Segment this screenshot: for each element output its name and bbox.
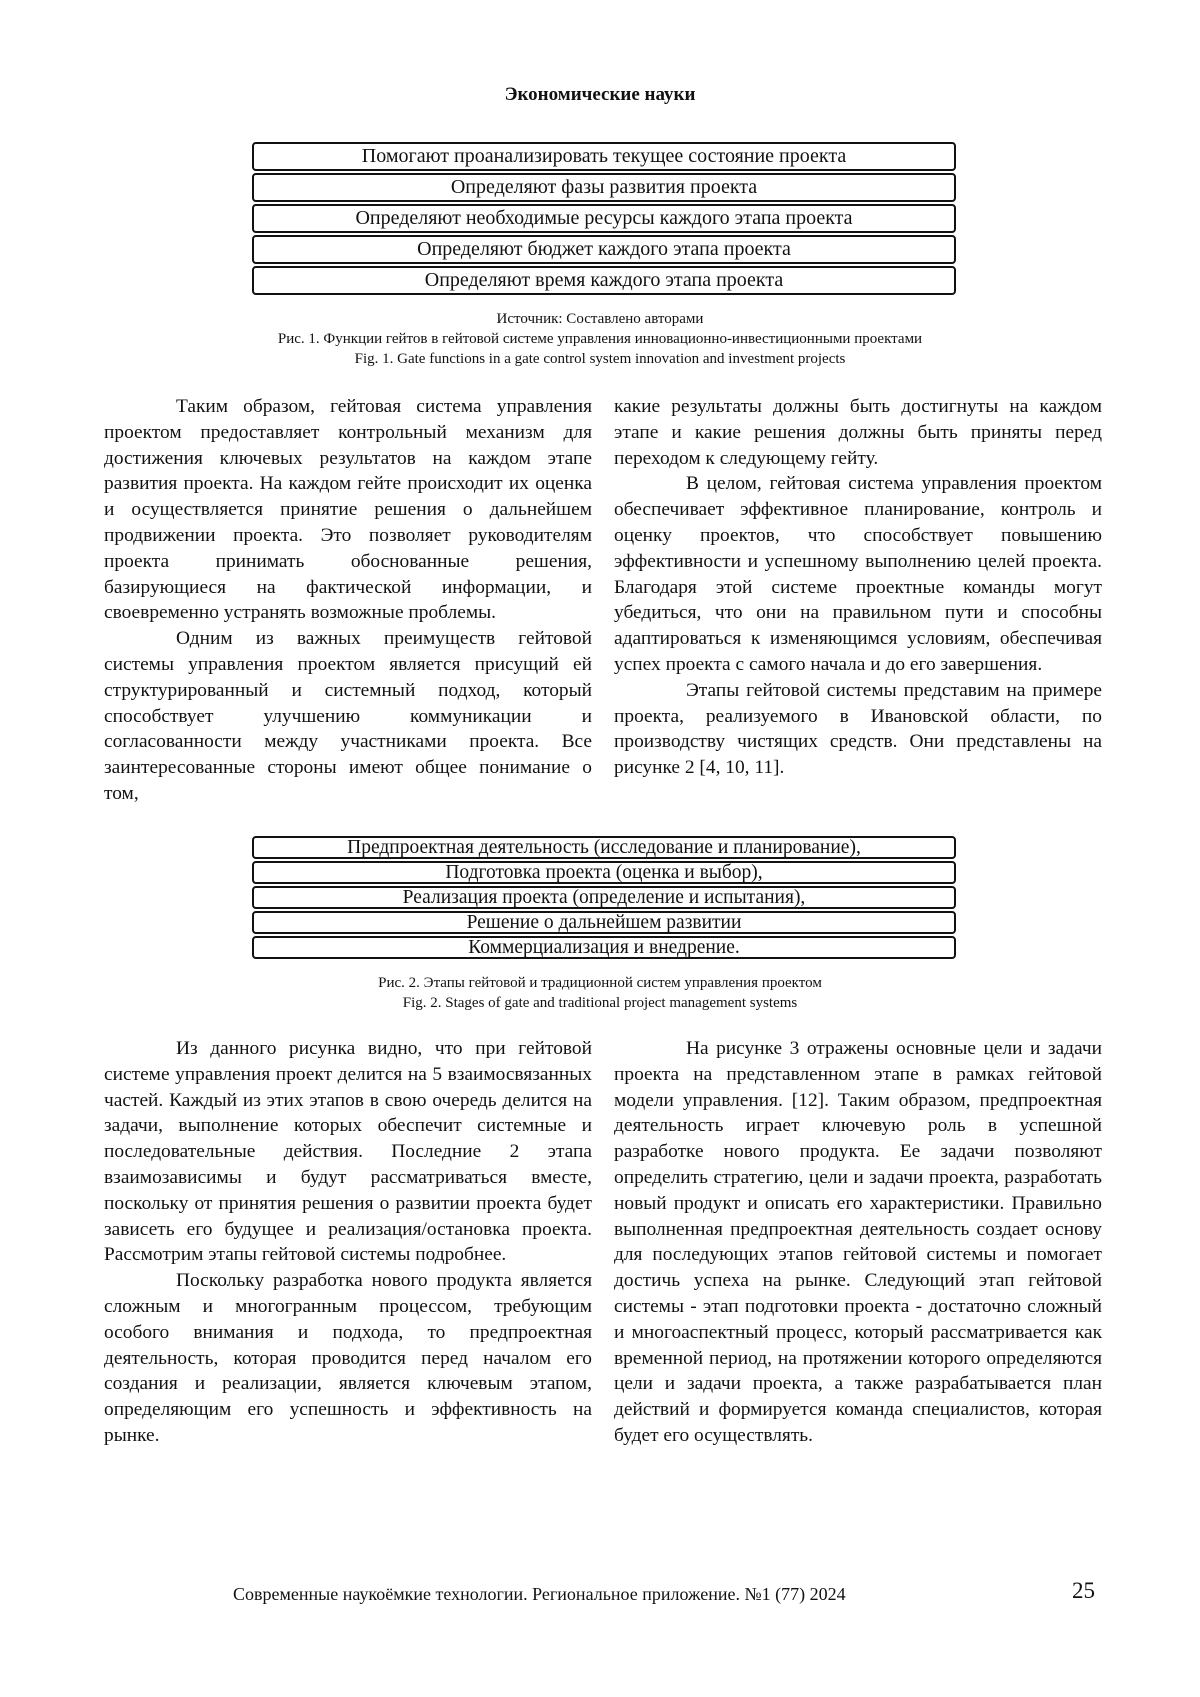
project-stage-box: Решение о дальнейшем развитии: [252, 911, 956, 934]
figure-2-diagram: [252, 836, 956, 961]
section-1-right-column: [614, 394, 1102, 781]
figure-2-caption-ru: Рис. 2. Этапы гейтовой и традиционной систем управления проектом: [378, 975, 822, 991]
gate-function-box: Определяют время каждого этапа проекта: [252, 266, 956, 295]
figure-2-caption-en: Fig. 2. Stages of gate and traditional project management systems: [402, 995, 798, 1011]
paragraph: На рисунке 3 отражены основные цели и задачи проекта на представленном этапе в рамках гейтовой модели управления. [12]. Таким образом, предпроектная деятельность играет ключевую роль в успешной разработке нового продукта. Ее задачи позволяют определить стратегию, цели и задачи проекта, разработать новый продукт и описать его характеристики. Правильно выполненная предпроектная деятельность создает основу для последующих этапов гейтовой системы и помогает достичь успеха на рынке. Следующий этап гейтовой системы - этап подготовки проекта - достаточно сложный и многоаспектный процесс, который рассматривается как временной период, на протяжении которого определяются цели и задачи проекта, а также разрабатывается план действий и формируется команда специалистов, которая будет его осуществлять.: [614, 1038, 1102, 1446]
figure-1-caption-en: Fig. 1. Gate functions in a gate control system innovation and investment projects: [354, 351, 846, 367]
paragraph: Из данного рисунка видно, что при гейтовой системе управления проект делится на 5 взаимосвязанных частей. Каждый из этих этапов в свою очередь делится на задачи, выполнение которых обеспечит системные и последовательные действия. Последние 2 этапа взаимозависимы и будут рассматриваться вместе, поскольку от принятия решения о развитии проекта будет зависеть его будущее и реализация/остановка проекта. Рассмотрим этапы гейтовой системы подробнее.: [104, 1038, 592, 1266]
paragraph: Таким образом, гейтовая система управления проектом предоставляет контрольный механизм для достижения ключевых результатов на каждом этапе развития проекта. На каждом гейте происходит их оценка и осуществляется принятие решения о дальнейшем продвижении проекта. Это позволяет руководителям проекта принимать обоснованные решения, базирующиеся на фактической информации, и своевременно устранять возможные проблемы.: [104, 396, 592, 624]
figure-1-caption-ru: Рис. 1. Функции гейтов в гейтовой системе управления инновационно-инвестиционными проектами: [277, 331, 923, 347]
gate-function-box: Определяют фазы развития проекта: [252, 173, 956, 202]
section-header: Экономические науки: [504, 84, 696, 105]
paragraph: какие результаты должны быть достигнуты на каждом этапе и какие решения должны быть приняты перед переходом к следующему гейту.: [614, 396, 1102, 469]
paragraph: Этапы гейтовой системы представим на примере проекта, реализуемого в Ивановской области, по производству чистящих средств. Они представлены на рисунке 2 [4, 10, 11].: [614, 679, 1102, 779]
project-stage-box: Подготовка проекта (оценка и выбор),: [252, 861, 956, 884]
section-1-left-column: [104, 394, 592, 807]
gate-function-box: Определяют необходимые ресурсы каждого этапа проекта: [252, 204, 956, 233]
section-2-right-column: [614, 1036, 1102, 1449]
project-stage-box: Предпроектная деятельность (исследование и планирование),: [252, 836, 956, 859]
figure-1-source: Источник: Составлено авторами: [496, 311, 704, 327]
gate-function-box: Определяют бюджет каждого этапа проекта: [252, 235, 956, 264]
page-number: 25: [1072, 1578, 1095, 1603]
figure-1-diagram: [252, 142, 956, 297]
paragraph: Поскольку разработка нового продукта является сложным и многогранным процессом, требующим особого внимания и подхода, то предпроектная деятельность, которая проводится перед началом его создания и реализации, является ключевым этапом, определяющим его успешность и эффективность на рынке.: [104, 1270, 592, 1446]
project-stage-box: Реализация проекта (определение и испытания),: [252, 886, 956, 909]
gate-function-box: Помогают проанализировать текущее состояние проекта: [252, 142, 956, 171]
paragraph: Одним из важных преимуществ гейтовой системы управления проектом является присущий ей структурированный и системный подход, который способствует улучшению коммуникации и согласованности между участниками проекта. Все заинтересованные стороны имеют общее понимание о том,: [104, 628, 592, 804]
paragraph: В целом, гейтовая система управления проектом обеспечивает эффективное планирование, контроль и оценку проектов, что способствует повышению эффективности и успешному выполнению целей проекта. Благодаря этой системе проектные команды могут убедиться, что они на правильном пути и способны адаптироваться к изменяющимся условиям, обеспечивая успех проекта с самого начала и до его завершения.: [614, 473, 1102, 675]
journal-title: Современные наукоёмкие технологии. Региональное приложение. №1 (77) 2024: [233, 1584, 846, 1604]
section-2-left-column: [104, 1036, 592, 1449]
project-stage-box: Коммерциализация и внедрение.: [252, 936, 956, 959]
